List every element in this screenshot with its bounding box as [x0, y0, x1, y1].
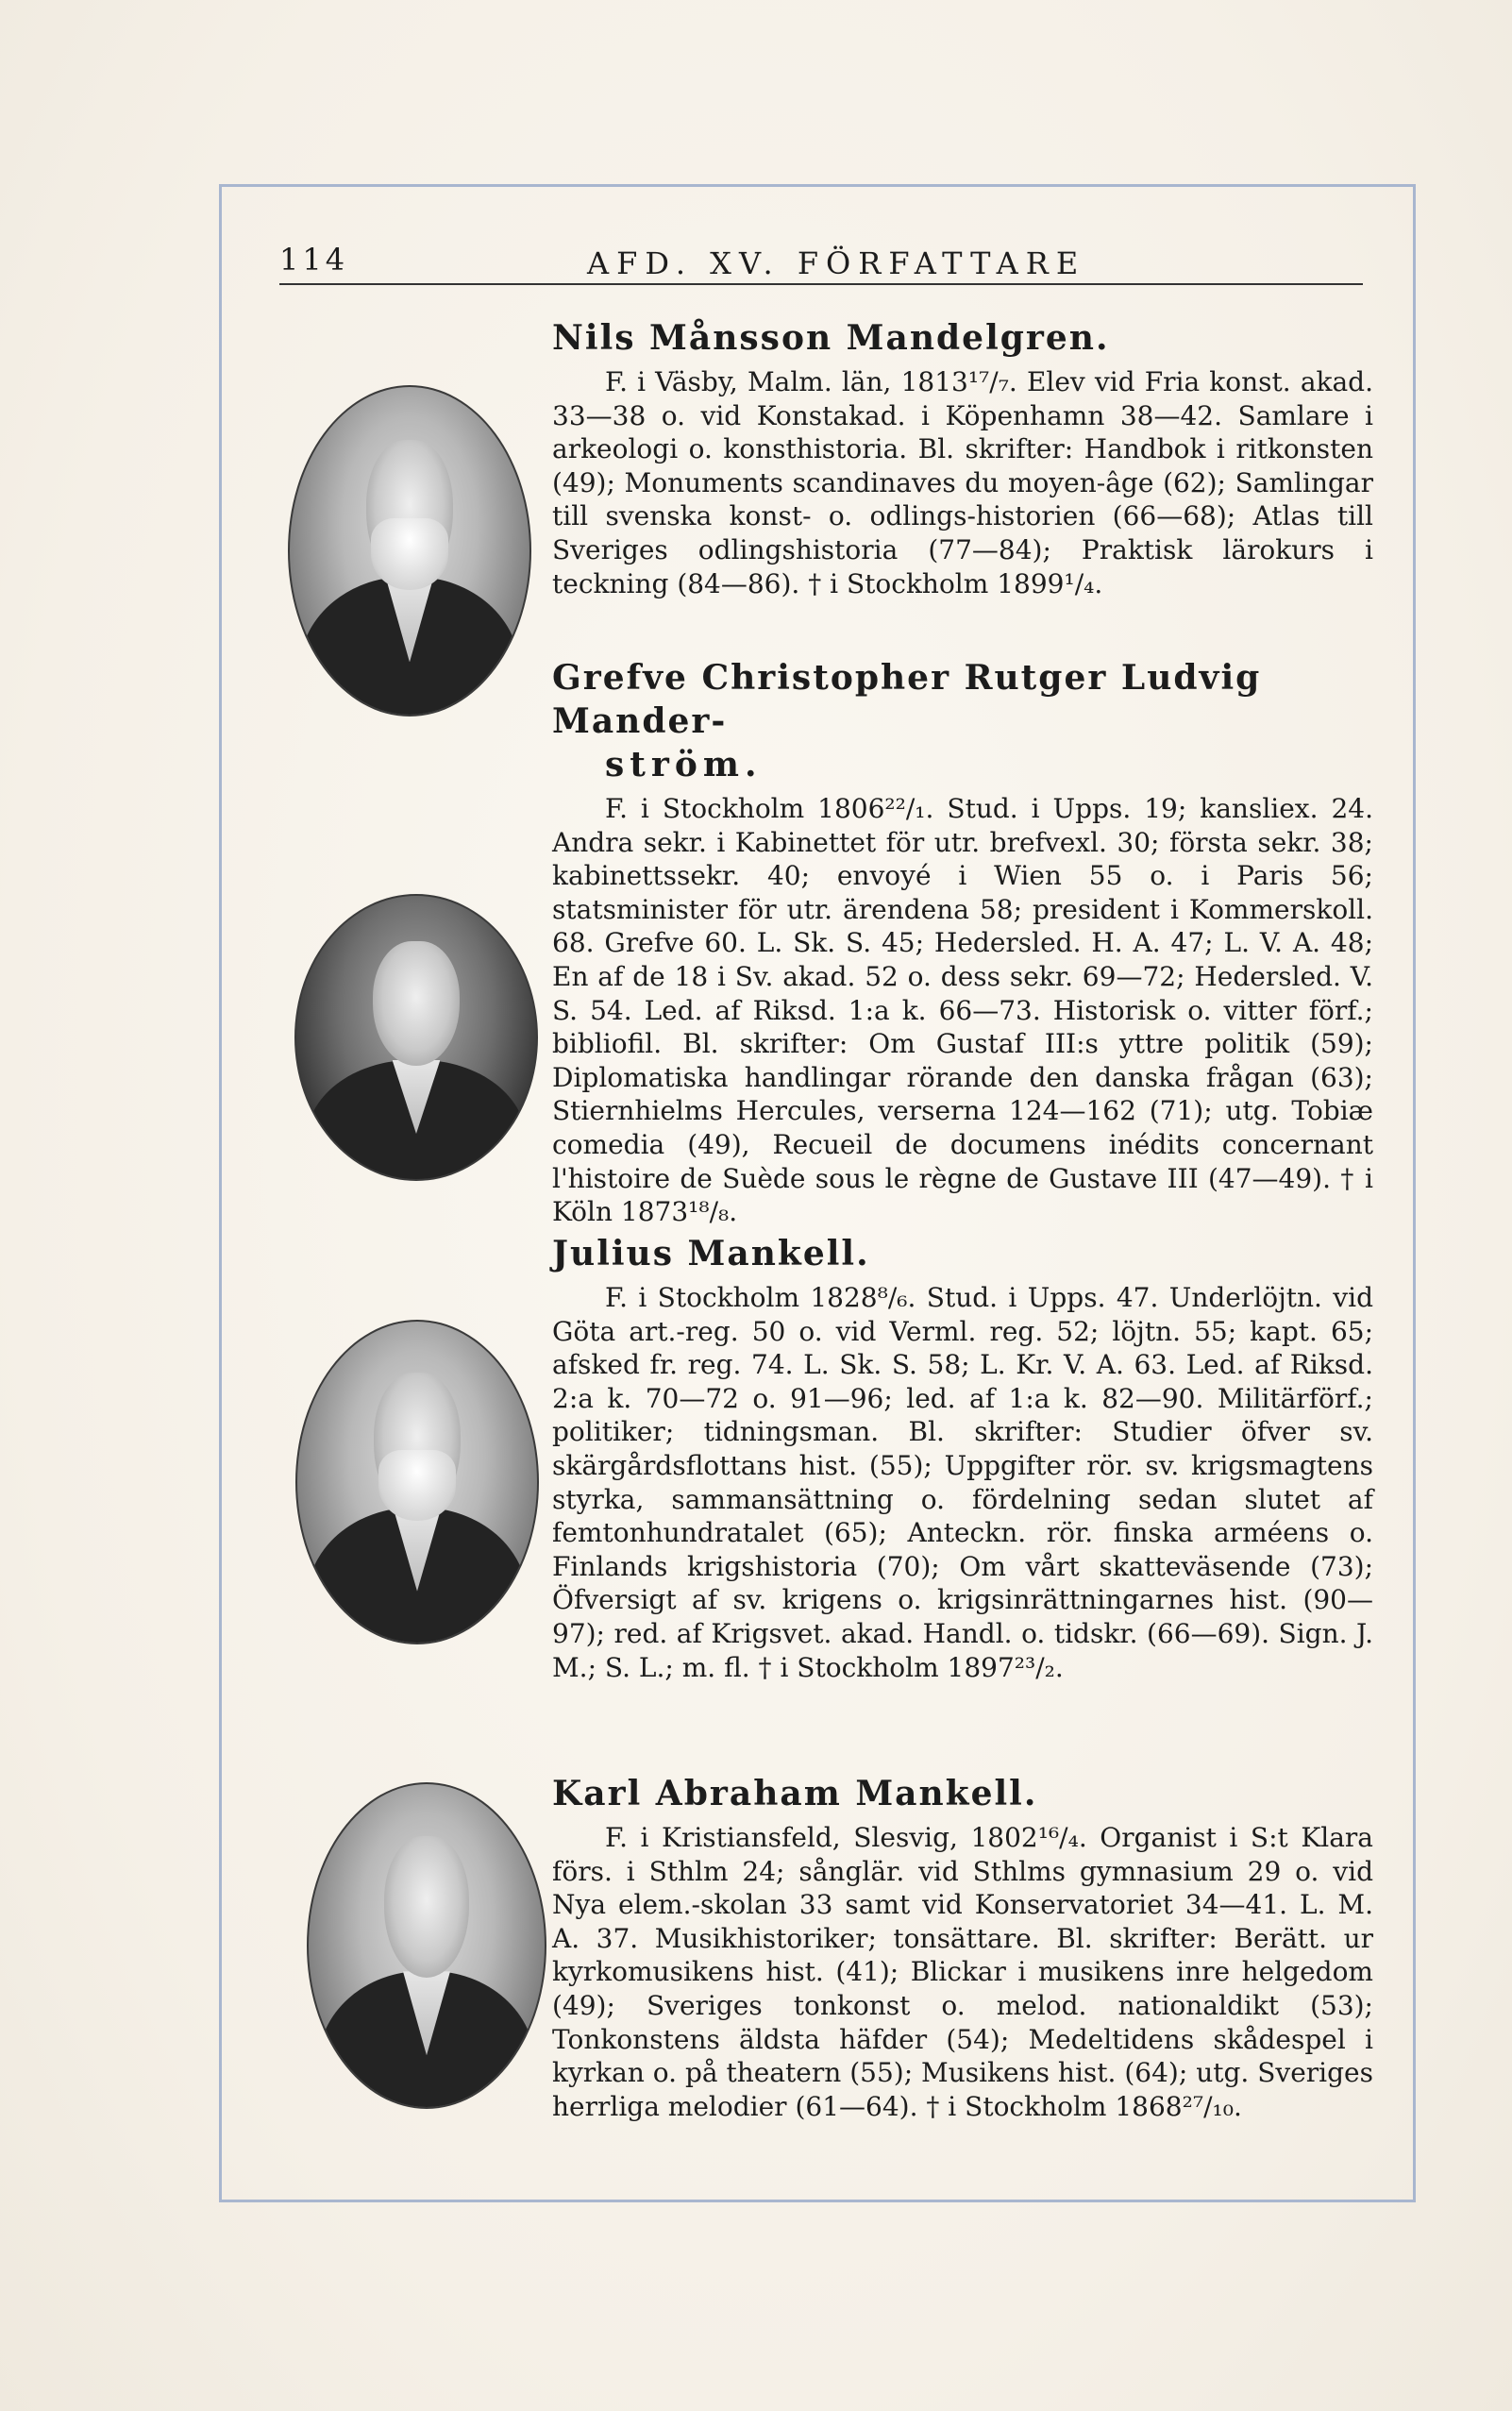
portrait-manderstrom: [294, 894, 538, 1181]
entry-julius-mankell: [552, 1232, 1373, 1684]
entry-karl-abraham-mankell: [552, 1772, 1373, 2123]
entry-name-first-line: Grefve Christopher Rutger Ludvig Mander-: [552, 658, 1262, 741]
section-title: AFD. XV. FÖRFATTARE: [587, 245, 1086, 281]
entry-name: Julius Mankell.: [552, 1234, 870, 1273]
entry-text: F. i Väsby, Malm. län, 1813¹⁷/₇. Elev vid Fria konst. akad. 33—38 o. vid Konstakad. i Köpenhamn 38—42. Samlare i arkeologi o. konsthistoria. Bl. skrifter: Handbok i ritkonsten (49); Monuments scandinaves du moyen-âge (62); Samlingar till svenska konst- o. odlings-historien (66—68); Atlas till Sveriges odlingshistoria (77—84); Praktisk lärokurs i teckning (84—86). † i Stockholm 1899¹/₄.: [552, 366, 1373, 599]
entry-name-continuation: ström.: [605, 745, 763, 784]
page-number: 114: [279, 242, 349, 278]
entry-text: F. i Stockholm 1828⁸/₆. Stud. i Upps. 47. Underlöjtn. vid Göta art.-reg. 50 o. vid Verml. reg. 52; löjtn. 55; kapt. 65; afsked fr. reg. 74. L. Sk. S. 58; L. Kr. V. A. 63. Led. af Riksd. 2:a k. 70—72 o. 91—96; led. af 1:a k. 82—90. Militärförf.; politiker; tidningsman. Bl. skrifter: Studier öfver sv. skärgårdsflottans hist. (55); Uppgifter rör. sv. krigsmagtens styrka, sammansättning o. fördelning sedan slutet af femtonhundratalet (65); Anteckn. rör. finska arméens o. Finlands krigshistoria (70); Om vårt skatteväsende (73); Öfversigt af sv. krigens o. krigsinrättningarnes hist. (90—97); red. af Krigsvet. akad. Handl. o. tidskr. (66—69). Sign. J. M.; S. L.; m. fl. † i Stockholm 1897²³/₂.: [552, 1282, 1373, 1683]
running-head: [279, 236, 1363, 285]
entry-text: F. i Stockholm 1806²²/₁. Stud. i Upps. 19; kansliex. 24. Andra sekr. i Kabinettet för utr. brefvexl. 30; första sekr. 38; kabinettssekr. 40; envoyé i Wien 55 o. i Paris 56; statsminister för utr. ärendena 58; president i Kommerskoll. 68. Grefve 60. L. Sk. S. 45; Hedersled. H. A. 47; L. V. A. 48; En af de 18 i Sv. akad. 52 o. dess sekr. 69—72; Hedersled. V. S. 54. Led. af Riksd. 1:a k. 66—73. Historisk o. vitter förf.; bibliofil. Bl. skrifter: Om Gustaf III:s yttre politik (59); Diplomatiska handlingar rörande den danska frågan (63); Stiernhielms Hercules, verserna 124—162 (71); utg. Tobiæ comedia (49), Recueil de documens inédits concernant l'histoire de Suède sous le règne de Gustave III (47—49). † i Köln 1873¹⁸/₈.: [552, 793, 1373, 1228]
entry-name: [552, 656, 1373, 786]
entry-text: F. i Kristiansfeld, Slesvig, 1802¹⁶/₄. Organist i S:t Klara förs. i Sthlm 24; sånglär. vid Sthlms gymnasium 29 o. vid Nya elem.-skolan 33 samt vid Konservatoriet 34—41. L. M. A. 37. Musikhistoriker; tonsättare. Bl. skrifter: Berätt. ur kyrkomusikens hist. (41); Blickar i musikens inre helgedom (49); Sveriges tonkonst o. melod. nationaldikt (53); Tonkonstens äldsta häfder (54); Medeltidens skådespel i kyrkan o. på theatern (55); Musikens hist. (64); utg. Sveriges herrliga melodier (61—64). † i Stockholm 1868²⁷/₁₀.: [552, 1822, 1373, 2122]
portrait-mandelgren: [288, 385, 531, 717]
entry-mandelgren: [552, 316, 1373, 600]
entry-manderstrom: [552, 656, 1373, 1229]
portrait-julius-mankell: [295, 1320, 539, 1644]
portrait-karl-abraham-mankell: [307, 1782, 546, 2109]
entry-name: Nils Månsson Mandelgren.: [552, 318, 1110, 358]
entry-name: Karl Abraham Mankell.: [552, 1774, 1038, 1813]
